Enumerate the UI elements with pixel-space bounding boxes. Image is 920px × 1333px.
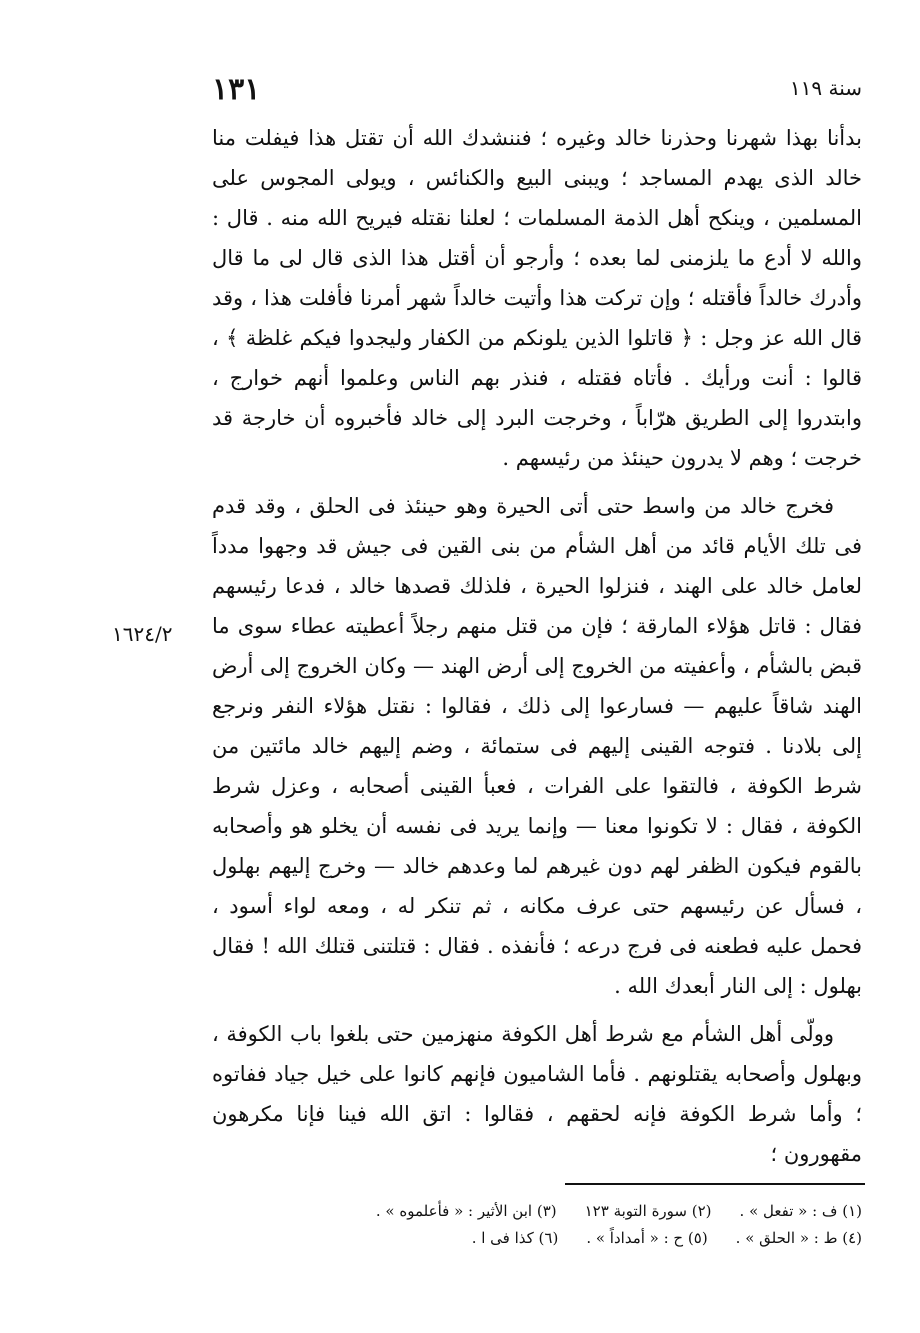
page-number: ١٣١: [212, 72, 261, 107]
footnote: (٥) ح : « أمداداً » .: [586, 1229, 708, 1247]
footnote: (٦) كذا فى ا .: [471, 1229, 559, 1247]
running-head-year: سنة ١١٩: [789, 76, 862, 100]
footnotes: [212, 1198, 862, 1252]
footnote: (٤) ط : « الحلق » .: [735, 1229, 862, 1247]
paragraph: بدأنا بهذا شهرنا وحذرنا خالد وغيره ؛ فننشدك الله أن تقتل هذا فيفلت منا خالد الذى يهدم المساجد ؛ ويبنى البيع والكنائس ، ويولى المجوس على المسلمين ، وينكح أهل الذمة المسلمات ؛ لعلنا نقتله فيريح الله منه . قال : والله لا أدع ما يلزمنى لما بعده ؛ وأرجو أن أقتل هذا الذى قال لى ما قال وأدرك خالداً فأقتله ؛ وإن تركت هذا وأتيت خالداً شهر أمرنا فأفلت هذا ، وقد قال الله عز وجل : ﴿ قاتلوا الذين يلونكم من الكفار وليجدوا فيكم غلظة ﴾ ، قالوا : أنت ورأيك . فأتاه فقتله ، فنذر بهم الناس وعلموا أنهم خوارج ، وابتدروا إلى الطريق هرّاباً ، وخرجت البرد إلى خالد فأخبروه أن خارجة قد خرجت ؛ وهم لا يدرون حينئذ من رئيسهم .: [212, 126, 862, 470]
footnote: (١) ف : « تفعل » .: [739, 1202, 862, 1220]
paragraph: فخرج خالد من واسط حتى أتى الحيرة وهو حينئذ فى الحلق ، وقد قدم فى تلك الأيام قائد من أهل الشأم من بنى القين فى جيش قد وجهوا مدداً لعامل خالد على الهند ، فنزلوا الحيرة ، فلذلك قصدها خالد ، فدعا رئيسهم فقال : قاتل هؤلاء المارقة ؛ فإن من قتل منهم رجلاً أعطيته عطاء سوى ما قبض بالشأم ، وأعفيته من الخروج إلى أرض الهند — وكان الخروج إلى أرض الهند شاقاً عليهم — فسارعوا إلى ذلك ، فقالوا : نقتل هؤلاء النفر ونرجع إلى بلادنا . فتوجه القينى إليهم فى ستمائة ، وضم إليهم خالد مائتين من شرط الكوفة ، فالتقوا على الفرات ، فعبأ القينى أصحابه ، وعزل شرط الكوفة ، فقال : لا تكونوا معنا — وإنما يريد فى نفسه أن يخلو هو وأصحابه بالقوم فيكون الظفر لهم دون غيرهم لما وعدهم خالد — وخرج إليهم بهلول ، فسأل عن رئيسهم حتى عرف مكانه ، ثم تنكر له ، ومعه لواء أسود ، فحمل عليه فطعنه فى فرج درعه ؛ فأنفذه . فقال : قتلتنى قتلك الله ! فقال بهلول : إلى النار أبعدك الله .: [212, 494, 862, 998]
footnote: (٢) سورة التوبة ١٢٣: [584, 1202, 712, 1220]
main-text: [212, 118, 862, 1182]
paragraph: وولّى أهل الشأم مع شرط أهل الكوفة منهزمين حتى بلغوا باب الكوفة ، وبهلول وأصحابه يقتلونهم . فأما الشاميون فإنهم كانوا على خيل جياد ففاتوه ؛ وأما شرط الكوفة فإنه لحقهم ، فقالوا : اتق الله فينا فإنا مكرهون مقهورون ؛: [212, 1022, 862, 1166]
page-header: [212, 72, 862, 112]
footnote-row: [212, 1198, 862, 1225]
footnote-divider: [565, 1183, 865, 1185]
footnote-row: [212, 1225, 862, 1252]
margin-reference: ١٦٢٤/٢: [112, 622, 173, 646]
footnote: (٣) ابن الأثير : « فأعلموه » .: [375, 1202, 557, 1220]
